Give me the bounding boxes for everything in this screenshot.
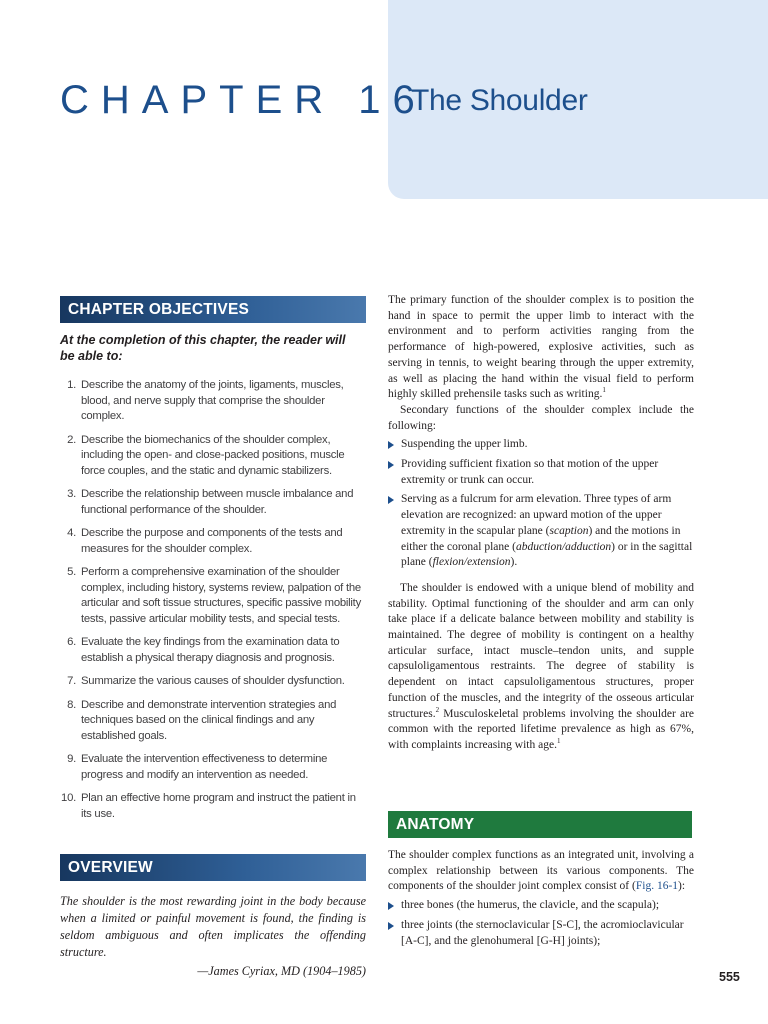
triangle-bullet-icon bbox=[388, 441, 394, 449]
paragraph: The primary function of the shoulder complex is to position the hand in space to permit the upper limb to interact with the environment and to perform activities ranging from the performance of high-powered, explosive activities, such as serving in tennis, to weight bearing through the upper extremity, as well as placing the hand within the visual field to perform highly skilled prehensile tasks such as writing.$^1$ bbox=[388, 294, 694, 401]
list-item: Providing sufficient fixation so that motion of the upper extremity or trunk can occur. bbox=[388, 457, 694, 488]
list-item: 2. Describe the biomechanics of the shoulder complex, including the open- and close-packed positions, muscle force couples, and the static and dynamic stabilizers. bbox=[67, 433, 345, 477]
triangle-bullet-icon bbox=[388, 902, 394, 910]
list-item: three bones (the humerus, the clavicle, and the scapula); bbox=[388, 898, 694, 914]
list-item: 8. Describe and demonstrate intervention strategies and techniques based on the clinical findings and any established goals. bbox=[67, 698, 337, 742]
paragraph: Secondary functions of the shoulder complex include the following: bbox=[388, 403, 694, 432]
page-number: 555 bbox=[719, 970, 740, 984]
list-item: 1. Describe the anatomy of the joints, ligaments, muscles, blood, and nerve supply that comprise the shoulder complex. bbox=[67, 379, 344, 422]
component-list bbox=[388, 898, 694, 949]
paragraph: The shoulder complex functions as an integrated unit, involving a complex relationship between its various components. The components of the shoulder joint complex consist of (Fig. 16-1): bbox=[388, 849, 694, 893]
list-item: 4. Describe the purpose and components of the tests and measures for the shoulder complex. bbox=[67, 527, 343, 555]
triangle-bullet-icon bbox=[388, 461, 394, 469]
function-list bbox=[388, 437, 694, 571]
list-item: 9. Evaluate the intervention effectiveness to determine progress and modify an intervention as needed. bbox=[67, 753, 328, 781]
section-heading-overview: OVERVIEW bbox=[60, 854, 366, 881]
list-item: 5. Perform a comprehensive examination of the shoulder complex, including history, systems review, palpation of the articular and soft tissue structures, specific passive mobility tests, passive articular mobility tests, and special tests. bbox=[67, 566, 361, 625]
intro-text bbox=[388, 293, 694, 754]
list-item: Serving as a fulcrum for arm elevation. Three types of arm elevation are recognized: an upward motion of the upper extremity in the scapular plane (scaption) and the motions in either the coronal plane (abduction/adduction) or in the sagittal plane (flexion/extension). bbox=[388, 492, 694, 571]
epigraph-quote: The shoulder is the most rewarding joint in the body because when a limited or painful movement is found, the finding is seldom ambiguous and often implicates the offending structure. bbox=[60, 894, 366, 959]
epigraph-attribution: —James Cyriax, MD (1904–1985) bbox=[197, 964, 366, 978]
chapter-number: CHAPTER 16 bbox=[60, 78, 427, 122]
objectives-list bbox=[60, 378, 366, 830]
triangle-bullet-icon bbox=[388, 922, 394, 930]
list-item: 6. Evaluate the key findings from the examination data to establish a physical therapy diagnosis and prognosis. bbox=[67, 636, 340, 664]
triangle-bullet-icon bbox=[388, 496, 394, 504]
section-heading-objectives: CHAPTER OBJECTIVES bbox=[60, 296, 366, 323]
paragraph: The shoulder is endowed with a unique blend of mobility and stability. Optimal functioning of the shoulder and arm can only take place if a delicate balance between mobility and stability is maintained. The degree of mobility is contingent on a healthy articular surface, intact muscle–tendon units, and supple capsuloligamentous restraints. The degree of stability is dependent on intact capsuloligamentous structures, proper function of the muscles, and the integrity of the osseous articular structures.$^2$ Musculoskeletal problems involving the shoulder are common with the reported lifetime prevalence as high as 67%, with complaints increasing with age.$^1$ bbox=[388, 581, 694, 751]
anatomy-text bbox=[388, 848, 694, 953]
figure-link[interactable]: Fig. 16-1 bbox=[635, 880, 679, 893]
section-heading-anatomy: ANATOMY bbox=[388, 811, 692, 838]
list-item: three joints (the sternoclavicular [S-C], the acromioclavicular [A-C], and the glenohumeral [G-H] joints); bbox=[388, 918, 694, 949]
objectives-intro: At the completion of this chapter, the reader will be able to: bbox=[60, 333, 346, 363]
list-item: 10. Plan an effective home program and instruct the patient in its use. bbox=[61, 792, 356, 820]
list-item: Suspending the upper limb. bbox=[388, 437, 694, 453]
list-item: 3. Describe the relationship between muscle imbalance and functional performance of the shoulder. bbox=[67, 488, 354, 516]
chapter-title: The Shoulder bbox=[411, 84, 588, 117]
list-item: 7. Summarize the various causes of shoulder dysfunction. bbox=[67, 675, 345, 687]
